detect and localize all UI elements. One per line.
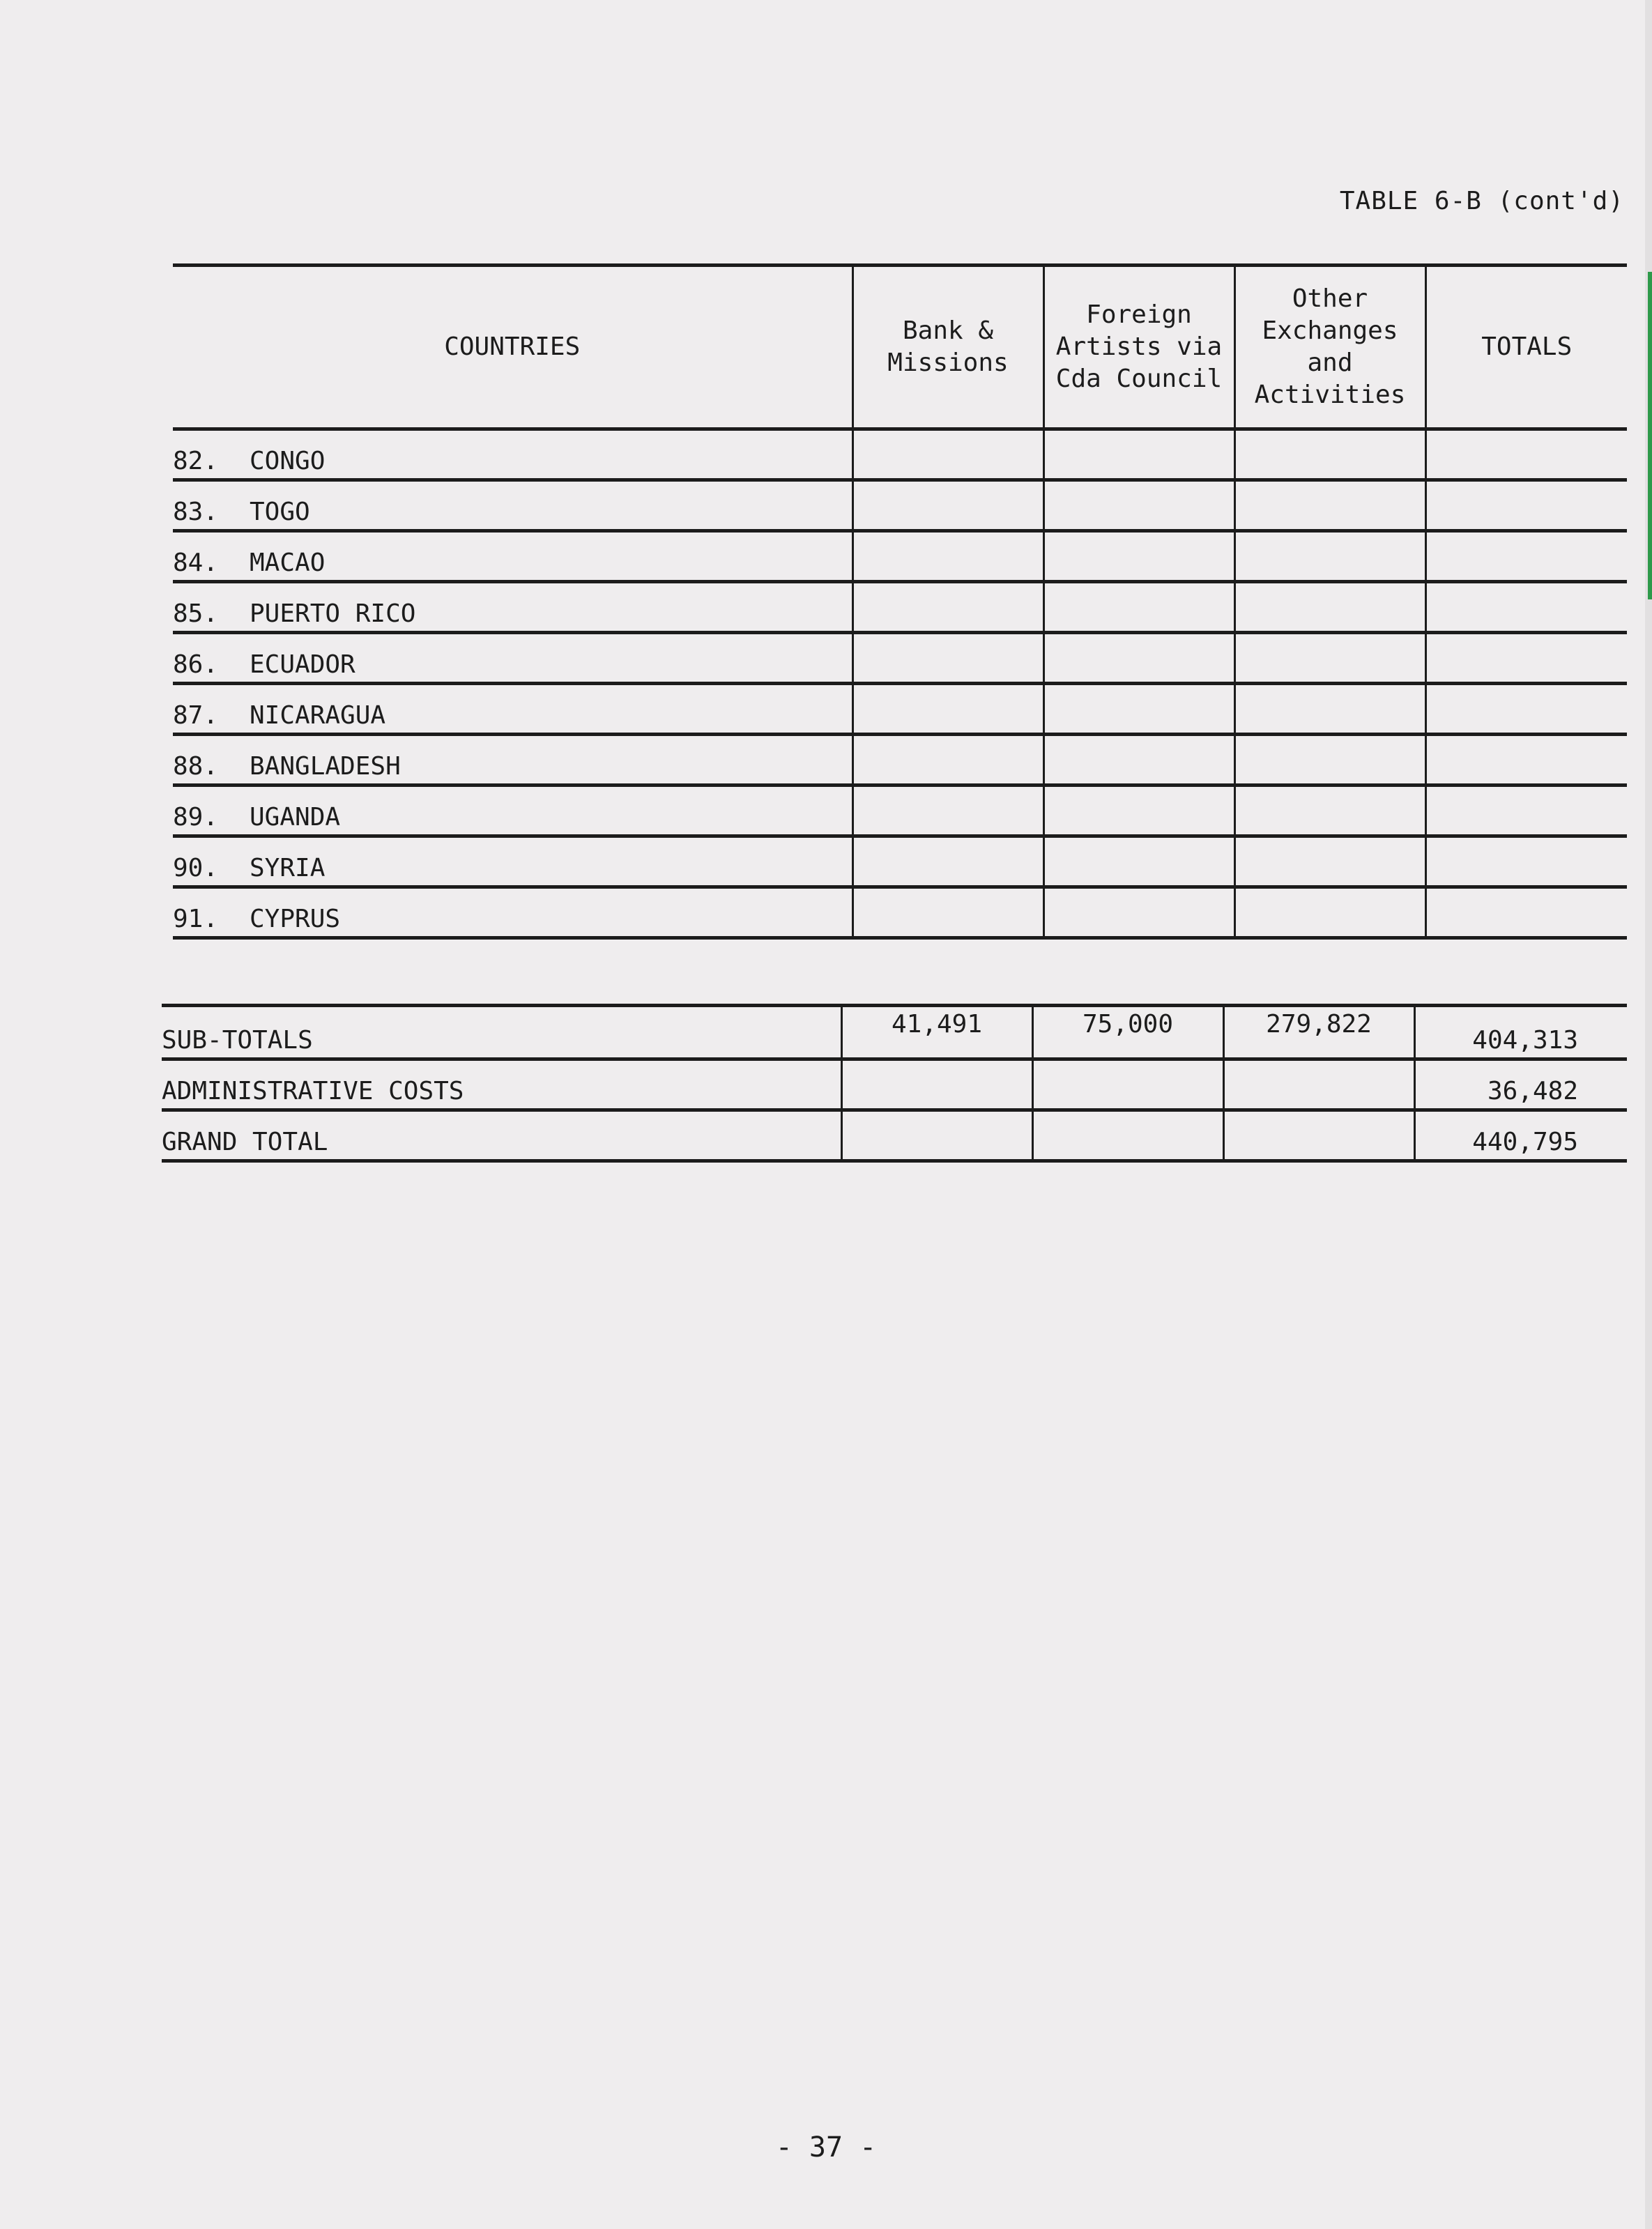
subtotal-other-exchanges: 279,822 — [1223, 1006, 1414, 1059]
subtotals-row — [162, 1006, 1627, 1059]
row-number: 83. — [173, 498, 219, 526]
other-exchanges-cell — [1234, 429, 1425, 480]
bank-missions-cell — [852, 480, 1043, 531]
table-row — [173, 582, 1627, 633]
bank-missions-cell — [852, 582, 1043, 633]
country-name: UGANDA — [250, 803, 341, 832]
table-row — [173, 480, 1627, 531]
foreign-artists-cell — [1043, 480, 1234, 531]
grand-total-label: GRAND TOTAL — [162, 1110, 841, 1161]
bank-missions-cell — [852, 633, 1043, 684]
totals-cell — [1425, 786, 1627, 836]
row-number: 90. — [173, 854, 219, 882]
row-number: 85. — [173, 599, 219, 628]
other-exchanges-cell — [1234, 887, 1425, 938]
header-other-exchanges: Other Exchanges and Activities — [1234, 266, 1425, 429]
totals-cell — [1425, 633, 1627, 684]
country-cell — [173, 887, 852, 938]
totals-cell — [1425, 836, 1627, 887]
totals-cell — [1425, 887, 1627, 938]
country-name: BANGLADESH — [250, 752, 401, 781]
admin-other-exchanges — [1223, 1059, 1414, 1110]
country-name: CYPRUS — [250, 905, 341, 933]
country-name: PUERTO RICO — [250, 599, 416, 628]
grand-total-row — [162, 1110, 1627, 1161]
table-row — [173, 836, 1627, 887]
other-exchanges-cell — [1234, 480, 1425, 531]
row-number: 86. — [173, 650, 219, 679]
other-exchanges-cell — [1234, 786, 1425, 836]
bank-missions-cell — [852, 684, 1043, 735]
row-number: 89. — [173, 803, 219, 832]
other-exchanges-cell — [1234, 633, 1425, 684]
table-row — [173, 531, 1627, 582]
table-row — [173, 887, 1627, 938]
country-name: SYRIA — [250, 854, 326, 882]
foreign-artists-cell — [1043, 684, 1234, 735]
table-row — [173, 684, 1627, 735]
totals-table — [162, 1004, 1627, 1163]
subtotal-bank-missions: 41,491 — [841, 1006, 1032, 1059]
table-row — [173, 735, 1627, 786]
country-cell — [173, 786, 852, 836]
other-exchanges-cell — [1234, 684, 1425, 735]
country-cell — [173, 531, 852, 582]
administrative-costs-total: 36,482 — [1414, 1059, 1627, 1110]
bank-missions-cell — [852, 836, 1043, 887]
bank-missions-cell — [852, 735, 1043, 786]
totals-cell — [1425, 735, 1627, 786]
country-cell — [173, 735, 852, 786]
grand-total-value: 440,795 — [1414, 1110, 1627, 1161]
country-cell — [173, 684, 852, 735]
row-number: 84. — [173, 549, 219, 577]
header-row — [173, 266, 1627, 429]
page-number: - 37 - — [775, 2131, 877, 2163]
green-tab-marker — [1648, 272, 1652, 599]
header-totals: TOTALS — [1425, 266, 1627, 429]
row-number: 88. — [173, 752, 219, 781]
totals-cell — [1425, 480, 1627, 531]
totals-cell — [1425, 684, 1627, 735]
foreign-artists-cell — [1043, 836, 1234, 887]
header-bank-missions: Bank & Missions — [852, 266, 1043, 429]
subtotal-totals: 404,313 — [1414, 1006, 1627, 1059]
country-cell — [173, 582, 852, 633]
country-name: CONGO — [250, 447, 326, 475]
grand-other-exchanges — [1223, 1110, 1414, 1161]
foreign-artists-cell — [1043, 786, 1234, 836]
table-row — [173, 429, 1627, 480]
table-row — [173, 786, 1627, 836]
foreign-artists-cell — [1043, 887, 1234, 938]
foreign-artists-cell — [1043, 429, 1234, 480]
other-exchanges-cell — [1234, 735, 1425, 786]
country-name: MACAO — [250, 549, 326, 577]
other-exchanges-cell — [1234, 531, 1425, 582]
bank-missions-cell — [852, 786, 1043, 836]
foreign-artists-cell — [1043, 582, 1234, 633]
country-name: ECUADOR — [250, 650, 355, 679]
country-cell — [173, 429, 852, 480]
country-cell — [173, 836, 852, 887]
country-name: NICARAGUA — [250, 701, 386, 730]
administrative-costs-row — [162, 1059, 1627, 1110]
countries-table — [173, 263, 1627, 940]
other-exchanges-cell — [1234, 582, 1425, 633]
header-foreign-artists: Foreign Artists via Cda Council — [1043, 266, 1234, 429]
foreign-artists-cell — [1043, 531, 1234, 582]
totals-cell — [1425, 582, 1627, 633]
country-cell — [173, 633, 852, 684]
header-countries: COUNTRIES — [173, 266, 852, 429]
admin-foreign-artists — [1032, 1059, 1223, 1110]
row-number: 87. — [173, 701, 219, 730]
totals-cell — [1425, 531, 1627, 582]
admin-bank-missions — [841, 1059, 1032, 1110]
grand-bank-missions — [841, 1110, 1032, 1161]
bank-missions-cell — [852, 429, 1043, 480]
grand-foreign-artists — [1032, 1110, 1223, 1161]
totals-cell — [1425, 429, 1627, 480]
row-number: 82. — [173, 447, 219, 475]
bank-missions-cell — [852, 531, 1043, 582]
bank-missions-cell — [852, 887, 1043, 938]
subtotals-label: SUB-TOTALS — [162, 1006, 841, 1059]
other-exchanges-cell — [1234, 836, 1425, 887]
table-title: TABLE 6-B (cont'd) — [1339, 187, 1624, 215]
table-row — [173, 633, 1627, 684]
country-cell — [173, 480, 852, 531]
subtotal-foreign-artists: 75,000 — [1032, 1006, 1223, 1059]
row-number: 91. — [173, 905, 219, 933]
country-name: TOGO — [250, 498, 310, 526]
foreign-artists-cell — [1043, 633, 1234, 684]
administrative-costs-label: ADMINISTRATIVE COSTS — [162, 1059, 841, 1110]
foreign-artists-cell — [1043, 735, 1234, 786]
